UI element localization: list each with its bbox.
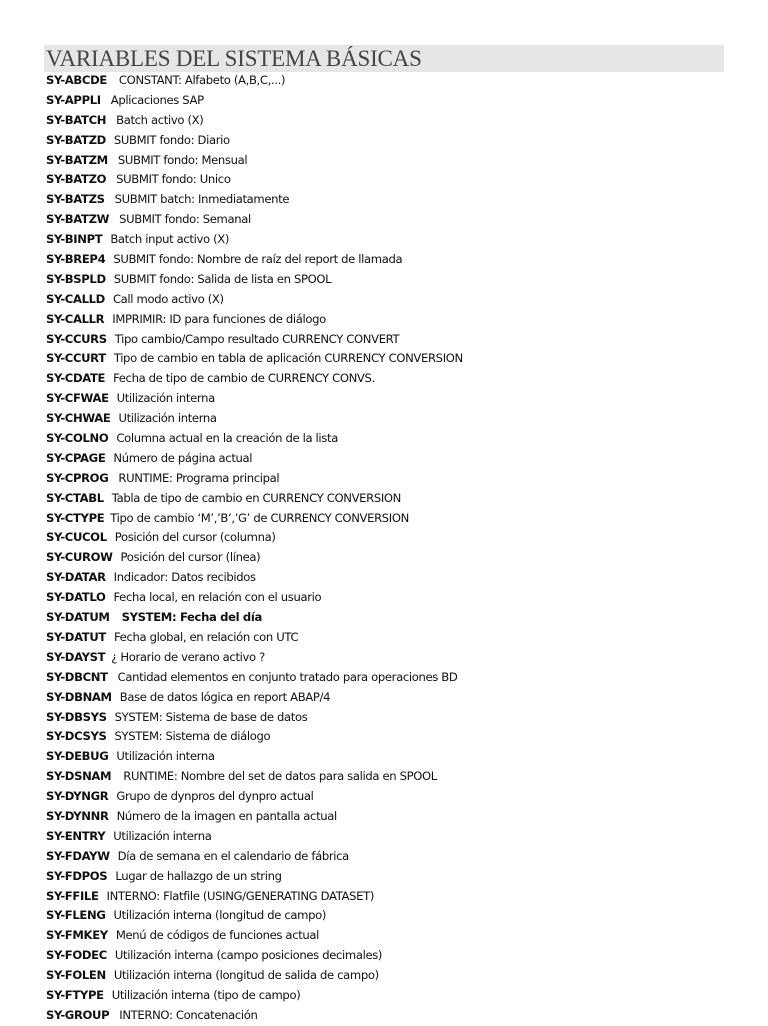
list-item [46,588,746,608]
variable-code: SY-DEBUG [46,749,109,764]
variable-description: Batch activo (X) [116,112,204,127]
list-item [46,389,746,409]
list-item [46,330,746,350]
variable-code: SY-FODEC [46,948,107,963]
list-item [46,509,746,529]
variable-code: SY-DBSYS [46,709,107,724]
list-item [46,489,746,509]
variable-description: Menú de códigos de funciones actual [115,928,320,943]
variable-description: Número de página actual [113,450,253,465]
list-item [46,369,746,389]
variable-description: Fecha de tipo de cambio de CURRENCY CONVS. [113,371,375,386]
variable-description: Fecha global, en relación con UTC [113,629,299,644]
list-item [46,807,746,827]
variable-code: SY-DYNNR [46,808,109,823]
list-item [46,727,746,747]
variable-code: SY-CALLD [46,291,105,306]
list-item [46,349,746,369]
variable-description: ¿ Horario de verano activo ? [111,649,265,664]
list-item [46,827,746,847]
variable-code: SY-FMKEY [46,928,108,943]
list-item [46,946,746,966]
variable-code: SY-BATZS [46,192,105,207]
variable-code: SY-CDATE [46,371,106,386]
variable-description: SYSTEM: Fecha del día [121,610,262,625]
list-item [46,270,746,290]
variable-description: Utilización interna [118,411,217,426]
variable-description: INTERNO: Flatfile (USING/GENERATING DATASET) [106,888,375,903]
variable-code: SY-FTYPE [46,987,104,1002]
variable-code: SY-DBNAM [46,689,112,704]
variable-code: SY-FOLEN [46,968,106,983]
variable-code: SY-BREP4 [46,252,106,267]
variable-description: Posición del cursor (columna) [114,530,276,545]
variable-description: SUBMIT batch: Inmediatamente [114,192,290,207]
variable-description: Utilización interna (campo posiciones decimales) [114,948,383,963]
list-item [46,469,746,489]
variable-description: Utilización interna [116,391,215,406]
variable-code: SY-CUCOL [46,530,107,545]
variable-code: SY-CUROW [46,550,113,565]
variable-code: SY-DATLO [46,590,106,605]
list-item [46,170,746,190]
list-item [46,290,746,310]
variable-code: SY-CTYPE [46,510,105,525]
variable-code: SY-CTABL [46,490,104,505]
variable-code: SY-FDAYW [46,848,110,863]
variable-description: Utilización interna [116,749,215,764]
variable-description: SYSTEM: Sistema de base de datos [114,709,308,724]
variable-description: IMPRIMIR: ID para funciones de diálogo [112,311,326,326]
variable-description: SUBMIT fondo: Nombre de raíz del report de llamada [113,252,403,267]
variable-code: SY-CCURS [46,331,107,346]
variable-description: Base de datos lógica en report ABAP/4 [119,689,331,704]
variable-code: SY-DCSYS [46,729,107,744]
list-item [46,210,746,230]
variable-description: Grupo de dynpros del dynpro actual [116,789,314,804]
list-item [46,648,746,668]
variable-code: SY-CCURT [46,351,106,366]
variable-description: RUNTIME: Programa principal [118,470,280,485]
list-item [46,131,746,151]
variable-description: Call modo activo (X) [112,291,224,306]
list-item [46,230,746,250]
variable-code: SY-DAYST [46,649,106,664]
variable-description: CONSTANT: Alfabeto (A,B,C,...) [118,73,286,87]
list-item [46,767,746,787]
variable-description: Indicador: Datos recibidos [113,570,256,585]
variable-description: Batch input activo (X) [110,232,230,247]
variable-description: INTERNO: Concatenación [119,1007,258,1022]
list-item [46,528,746,548]
variable-code: SY-FFILE [46,888,99,903]
variable-code: SY-CFWAE [46,391,109,406]
list-item [46,668,746,688]
list-item [46,966,746,986]
variable-description: SUBMIT fondo: Salida de lista en SPOOL [113,271,332,286]
list-item [46,151,746,171]
variable-description: Utilización interna (longitud de salida de campo) [113,968,379,983]
variable-description: Aplicaciones SAP [110,92,204,107]
section-title: VARIABLES DEL SISTEMA BÁSICAS [46,46,422,71]
list-item [46,628,746,648]
list-item [46,250,746,270]
list-item [46,847,746,867]
variable-code: SY-FDPOS [46,868,108,883]
list-item [46,409,746,429]
list-item [46,608,746,628]
variable-code: SY-BINPT [46,232,103,247]
variable-code: SY-DATAR [46,570,106,585]
variable-description: Número de la imagen en pantalla actual [116,808,337,823]
variable-description: Tipo de cambio en tabla de aplicación CURRENCY CONVERSION [113,351,463,366]
variable-description: Tabla de tipo de cambio en CURRENCY CONVERSION [111,490,402,505]
variable-code: SY-DBCNT [46,669,108,684]
list-item [46,906,746,926]
section-title-bar [44,45,724,72]
list-item [46,986,746,1006]
variable-code: SY-BSPLD [46,271,106,286]
variable-code: SY-CPROG [46,470,109,485]
variable-description: RUNTIME: Nombre del set de datos para salida en SPOOL [123,769,437,784]
variable-description: Lugar de hallazgo de un string [115,868,282,883]
variable-code: SY-CHWAE [46,411,111,426]
variable-description: SYSTEM: Sistema de diálogo [114,729,271,744]
variable-code: SY-DYNGR [46,789,109,804]
list-item [46,747,746,767]
variable-code: SY-BATZD [46,132,106,147]
variable-code: SY-BATZM [46,152,108,167]
variable-description: Columna actual en la creación de la lista [116,431,338,446]
variable-code: SY-ENTRY [46,828,106,843]
variable-description: Utilización interna (tipo de campo) [111,987,301,1002]
variable-description: Tipo cambio/Campo resultado CURRENCY CONVERT [114,331,400,346]
variable-description: Tipo de cambio ‘M’,’B’,’G’ de CURRENCY CONVERSION [110,510,409,525]
variable-description: SUBMIT fondo: Unico [116,172,231,187]
variable-code: SY-FLENG [46,908,106,923]
list-item [46,429,746,449]
list-item [46,688,746,708]
variable-description: Día de semana en el calendario de fábrica [117,848,349,863]
list-item [46,310,746,330]
list-item [46,548,746,568]
variable-description: SUBMIT fondo: Diario [113,132,230,147]
variable-code: SY-APPLI [46,92,101,107]
variable-code: SY-CALLR [46,311,105,326]
variable-description: SUBMIT fondo: Semanal [119,212,251,227]
list-item [46,190,746,210]
variable-description: Cantidad elementos en conjunto tratado para operaciones BD [117,669,458,684]
list-item [46,1006,746,1026]
list-item [46,568,746,588]
variable-code: SY-DSNAM [46,769,112,784]
variable-code: SY-BATCH [46,112,107,127]
variable-description: Utilización interna [113,828,212,843]
variable-code: SY-COLNO [46,431,109,446]
list-item [46,867,746,887]
variable-code: SY-DATUM [46,610,110,625]
variable-list [46,71,746,1026]
variable-code: SY-BATZO [46,172,107,187]
list-item [46,926,746,946]
variable-code: SY-ABCDE [46,73,107,87]
variable-description: Fecha local, en relación con el usuario [113,590,322,605]
list-item [46,887,746,907]
variable-description: SUBMIT fondo: Mensual [117,152,248,167]
list-item [46,71,746,91]
list-item [46,91,746,111]
variable-code: SY-BATZW [46,212,110,227]
list-item [46,111,746,131]
variable-description: Utilización interna (longitud de campo) [113,908,327,923]
list-item [46,708,746,728]
variable-description: Posición del cursor (línea) [120,550,261,565]
list-item [46,449,746,469]
list-item [46,787,746,807]
variable-code: SY-CPAGE [46,450,106,465]
variable-code: SY-DATUT [46,629,106,644]
variable-code: SY-GROUP [46,1007,110,1022]
